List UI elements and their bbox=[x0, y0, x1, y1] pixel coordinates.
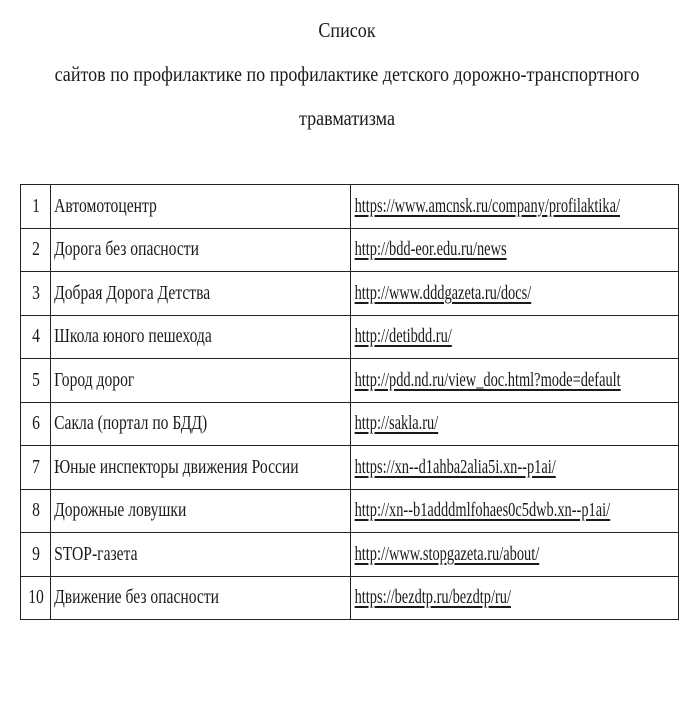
site-url bbox=[351, 576, 679, 620]
table-row bbox=[21, 489, 679, 533]
site-url bbox=[351, 533, 679, 577]
sites-table bbox=[20, 184, 679, 620]
site-name bbox=[51, 489, 351, 533]
site-name bbox=[51, 533, 351, 577]
row-number bbox=[21, 533, 51, 577]
row-number-text: 9 bbox=[31, 542, 40, 565]
row-number bbox=[21, 446, 51, 490]
site-name-text: Дорога без опасности bbox=[54, 238, 199, 261]
site-link[interactable]: http://www.stopgazeta.ru/about/ bbox=[354, 542, 540, 565]
site-url bbox=[351, 272, 679, 316]
row-number bbox=[21, 185, 51, 229]
document-title: Список bbox=[318, 18, 376, 42]
site-url bbox=[351, 228, 679, 272]
site-link[interactable]: http://xn--b1adddmlfohaes0c5dwb.xn--p1ai/ bbox=[354, 499, 611, 522]
site-name-text: Автомотоцентр bbox=[54, 194, 157, 217]
row-number-text: 10 bbox=[27, 586, 44, 609]
table-row bbox=[21, 533, 679, 577]
row-number-text: 3 bbox=[31, 281, 40, 304]
site-link[interactable]: http://pdd.nd.ru/view_doc.html?mode=default bbox=[354, 368, 621, 391]
site-name bbox=[51, 185, 351, 229]
site-name-text: Школа юного пешехода bbox=[54, 325, 212, 348]
row-number-text: 8 bbox=[31, 499, 40, 522]
table-row bbox=[21, 228, 679, 272]
site-name-text: Город дорог bbox=[54, 368, 135, 391]
site-url bbox=[351, 359, 679, 403]
document-subtitle-line2: травматизма bbox=[299, 106, 395, 130]
site-url bbox=[351, 402, 679, 446]
row-number bbox=[21, 228, 51, 272]
site-link[interactable]: https://xn--d1ahba2alia5i.xn--p1ai/ bbox=[354, 455, 556, 478]
site-name bbox=[51, 446, 351, 490]
row-number bbox=[21, 489, 51, 533]
site-url bbox=[351, 489, 679, 533]
row-number bbox=[21, 402, 51, 446]
table-row bbox=[21, 272, 679, 316]
site-name-text: Юные инспекторы движения России bbox=[54, 455, 299, 478]
table-row bbox=[21, 315, 679, 359]
row-number-text: 5 bbox=[31, 368, 40, 391]
site-name bbox=[51, 359, 351, 403]
row-number bbox=[21, 272, 51, 316]
table-row bbox=[21, 576, 679, 620]
document-subtitle: сайтов по профилактике по профилактике детского дорожно-транспортного bbox=[54, 62, 640, 86]
site-link[interactable]: http://bdd-eor.edu.ru/news bbox=[354, 238, 507, 261]
site-name-text: STOP-газета bbox=[54, 542, 138, 565]
row-number-text: 1 bbox=[31, 194, 40, 217]
site-name-text: Дорожные ловушки bbox=[54, 499, 187, 522]
site-link[interactable]: http://sakla.ru/ bbox=[354, 412, 439, 435]
site-name-text: Добрая Дорога Детства bbox=[54, 281, 211, 304]
row-number-text: 7 bbox=[31, 455, 40, 478]
site-name bbox=[51, 402, 351, 446]
row-number bbox=[21, 359, 51, 403]
table-row bbox=[21, 185, 679, 229]
site-name bbox=[51, 228, 351, 272]
row-number-text: 2 bbox=[31, 238, 40, 261]
site-name-text: Сакла (портал по БДД) bbox=[54, 412, 208, 435]
table-row bbox=[21, 446, 679, 490]
row-number-text: 6 bbox=[31, 412, 40, 435]
site-name bbox=[51, 315, 351, 359]
table-row bbox=[21, 359, 679, 403]
site-url bbox=[351, 446, 679, 490]
site-link[interactable]: http://www.dddgazeta.ru/docs/ bbox=[354, 281, 532, 304]
site-name-text: Движение без опасности bbox=[54, 586, 220, 609]
site-url bbox=[351, 315, 679, 359]
row-number bbox=[21, 315, 51, 359]
table-row bbox=[21, 402, 679, 446]
site-link[interactable]: https://www.amcnsk.ru/company/profilaktika/ bbox=[354, 194, 621, 217]
row-number bbox=[21, 576, 51, 620]
site-url bbox=[351, 185, 679, 229]
site-name bbox=[51, 576, 351, 620]
row-number-text: 4 bbox=[31, 325, 40, 348]
site-name bbox=[51, 272, 351, 316]
site-link[interactable]: https://bezdtp.ru/bezdtp/ru/ bbox=[354, 586, 511, 609]
site-link[interactable]: http://detibdd.ru/ bbox=[354, 325, 452, 348]
